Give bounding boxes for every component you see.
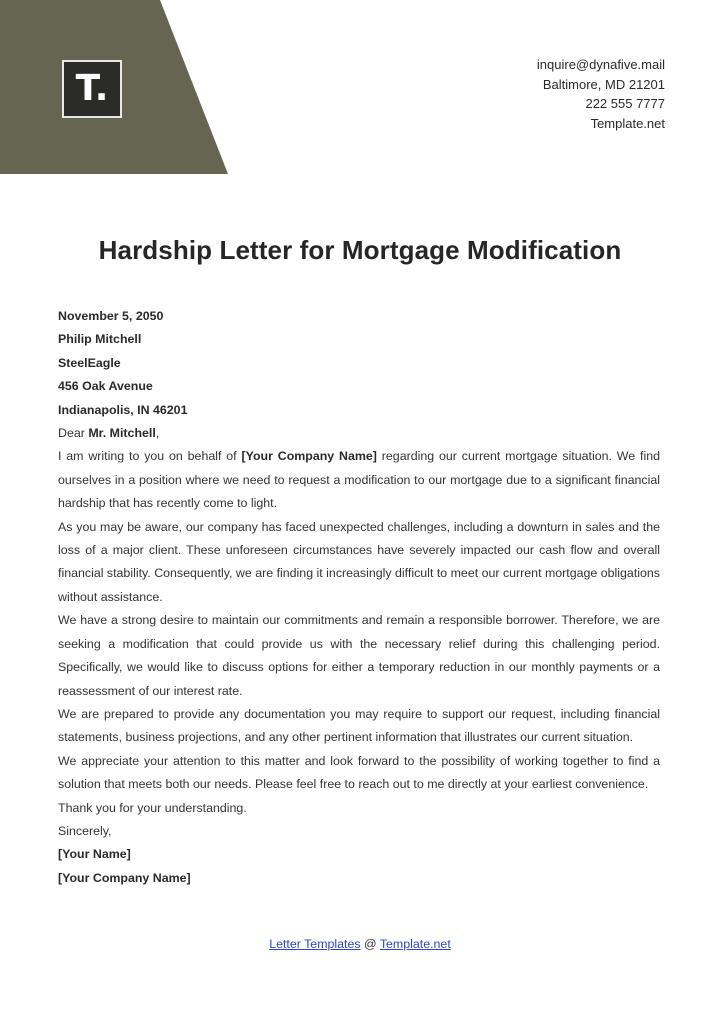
paragraph-appreciation: We appreciate your attention to this matter and look forward to the possibility of working together to find a solution that meets both our needs. Please feel free to reach out to me directly at your earliest convenience. (58, 753, 660, 792)
paragraph-intro-after: regarding our current mortgage situation. We find ourselves in a position where we need to request a modification to our mortgage due to a significant financial hardship that has recently come to light. (58, 449, 660, 511)
contact-email: inquire@dynafive.mail (536, 57, 665, 72)
signature-company: [Your Company Name] (58, 870, 191, 885)
signature-name: [Your Name] (58, 847, 131, 862)
recipient-street: 456 Oak Avenue (58, 379, 153, 394)
letter-body (58, 305, 660, 890)
letter-templates-link[interactable]: Letter Templates (269, 937, 361, 951)
contact-phone: 222 555 7777 (585, 96, 665, 111)
recipient-city: Indianapolis, IN 46201 (58, 402, 188, 417)
contact-website: Template.net (590, 115, 665, 131)
paragraph-challenges: As you may be aware, our company has faced unexpected challenges, including a downturn in sales and the loss of a major client. These unforeseen circumstances have severely impacted our cash flow and overall financial stability. Consequently, we are finding it increasingly difficult to meet our current mortgage obligations without assistance. (58, 519, 660, 604)
paragraph-thanks: Thank you for your understanding. (58, 800, 247, 815)
logo-letter: T. (75, 68, 109, 109)
footer-separator: @ (360, 937, 380, 951)
salutation-prefix: Dear (58, 426, 89, 441)
salutation-suffix: , (155, 426, 160, 441)
contact-city: Baltimore, MD 21201 (542, 76, 665, 92)
salutation-name: Mr. Mitchell (88, 426, 156, 441)
contact-block (537, 55, 665, 133)
letter-date: November 5, 2050 (58, 309, 164, 323)
paragraph-request: We have a strong desire to maintain our commitments and remain a responsible borrower. Therefore, we are seeking a modification that could provide us with the necessary relief during this challenging period. Specifically, we would like to discuss options for either a temporary reduction in our monthly payments or a reassessment of our interest rate. (58, 613, 660, 698)
paragraph-documentation: We are prepared to provide any documentation you may require to support our request, including financial statements, business projections, and any other pertinent information that illustrates our current situation. (58, 706, 660, 745)
salutation (58, 422, 660, 445)
recipient-company: SteelEagle (58, 355, 121, 370)
paragraph-intro-before: I am writing to you on behalf of (58, 449, 242, 464)
company-placeholder: [Your Company Name] (241, 449, 377, 464)
paragraph-intro (58, 445, 660, 515)
company-logo (62, 60, 122, 118)
footer (0, 937, 720, 951)
template-net-link[interactable]: Template.net (379, 937, 451, 951)
recipient-name: Philip Mitchell (58, 332, 142, 347)
page-title: Hardship Letter for Mortgage Modification (98, 235, 622, 265)
valediction: Sincerely, (58, 823, 112, 838)
